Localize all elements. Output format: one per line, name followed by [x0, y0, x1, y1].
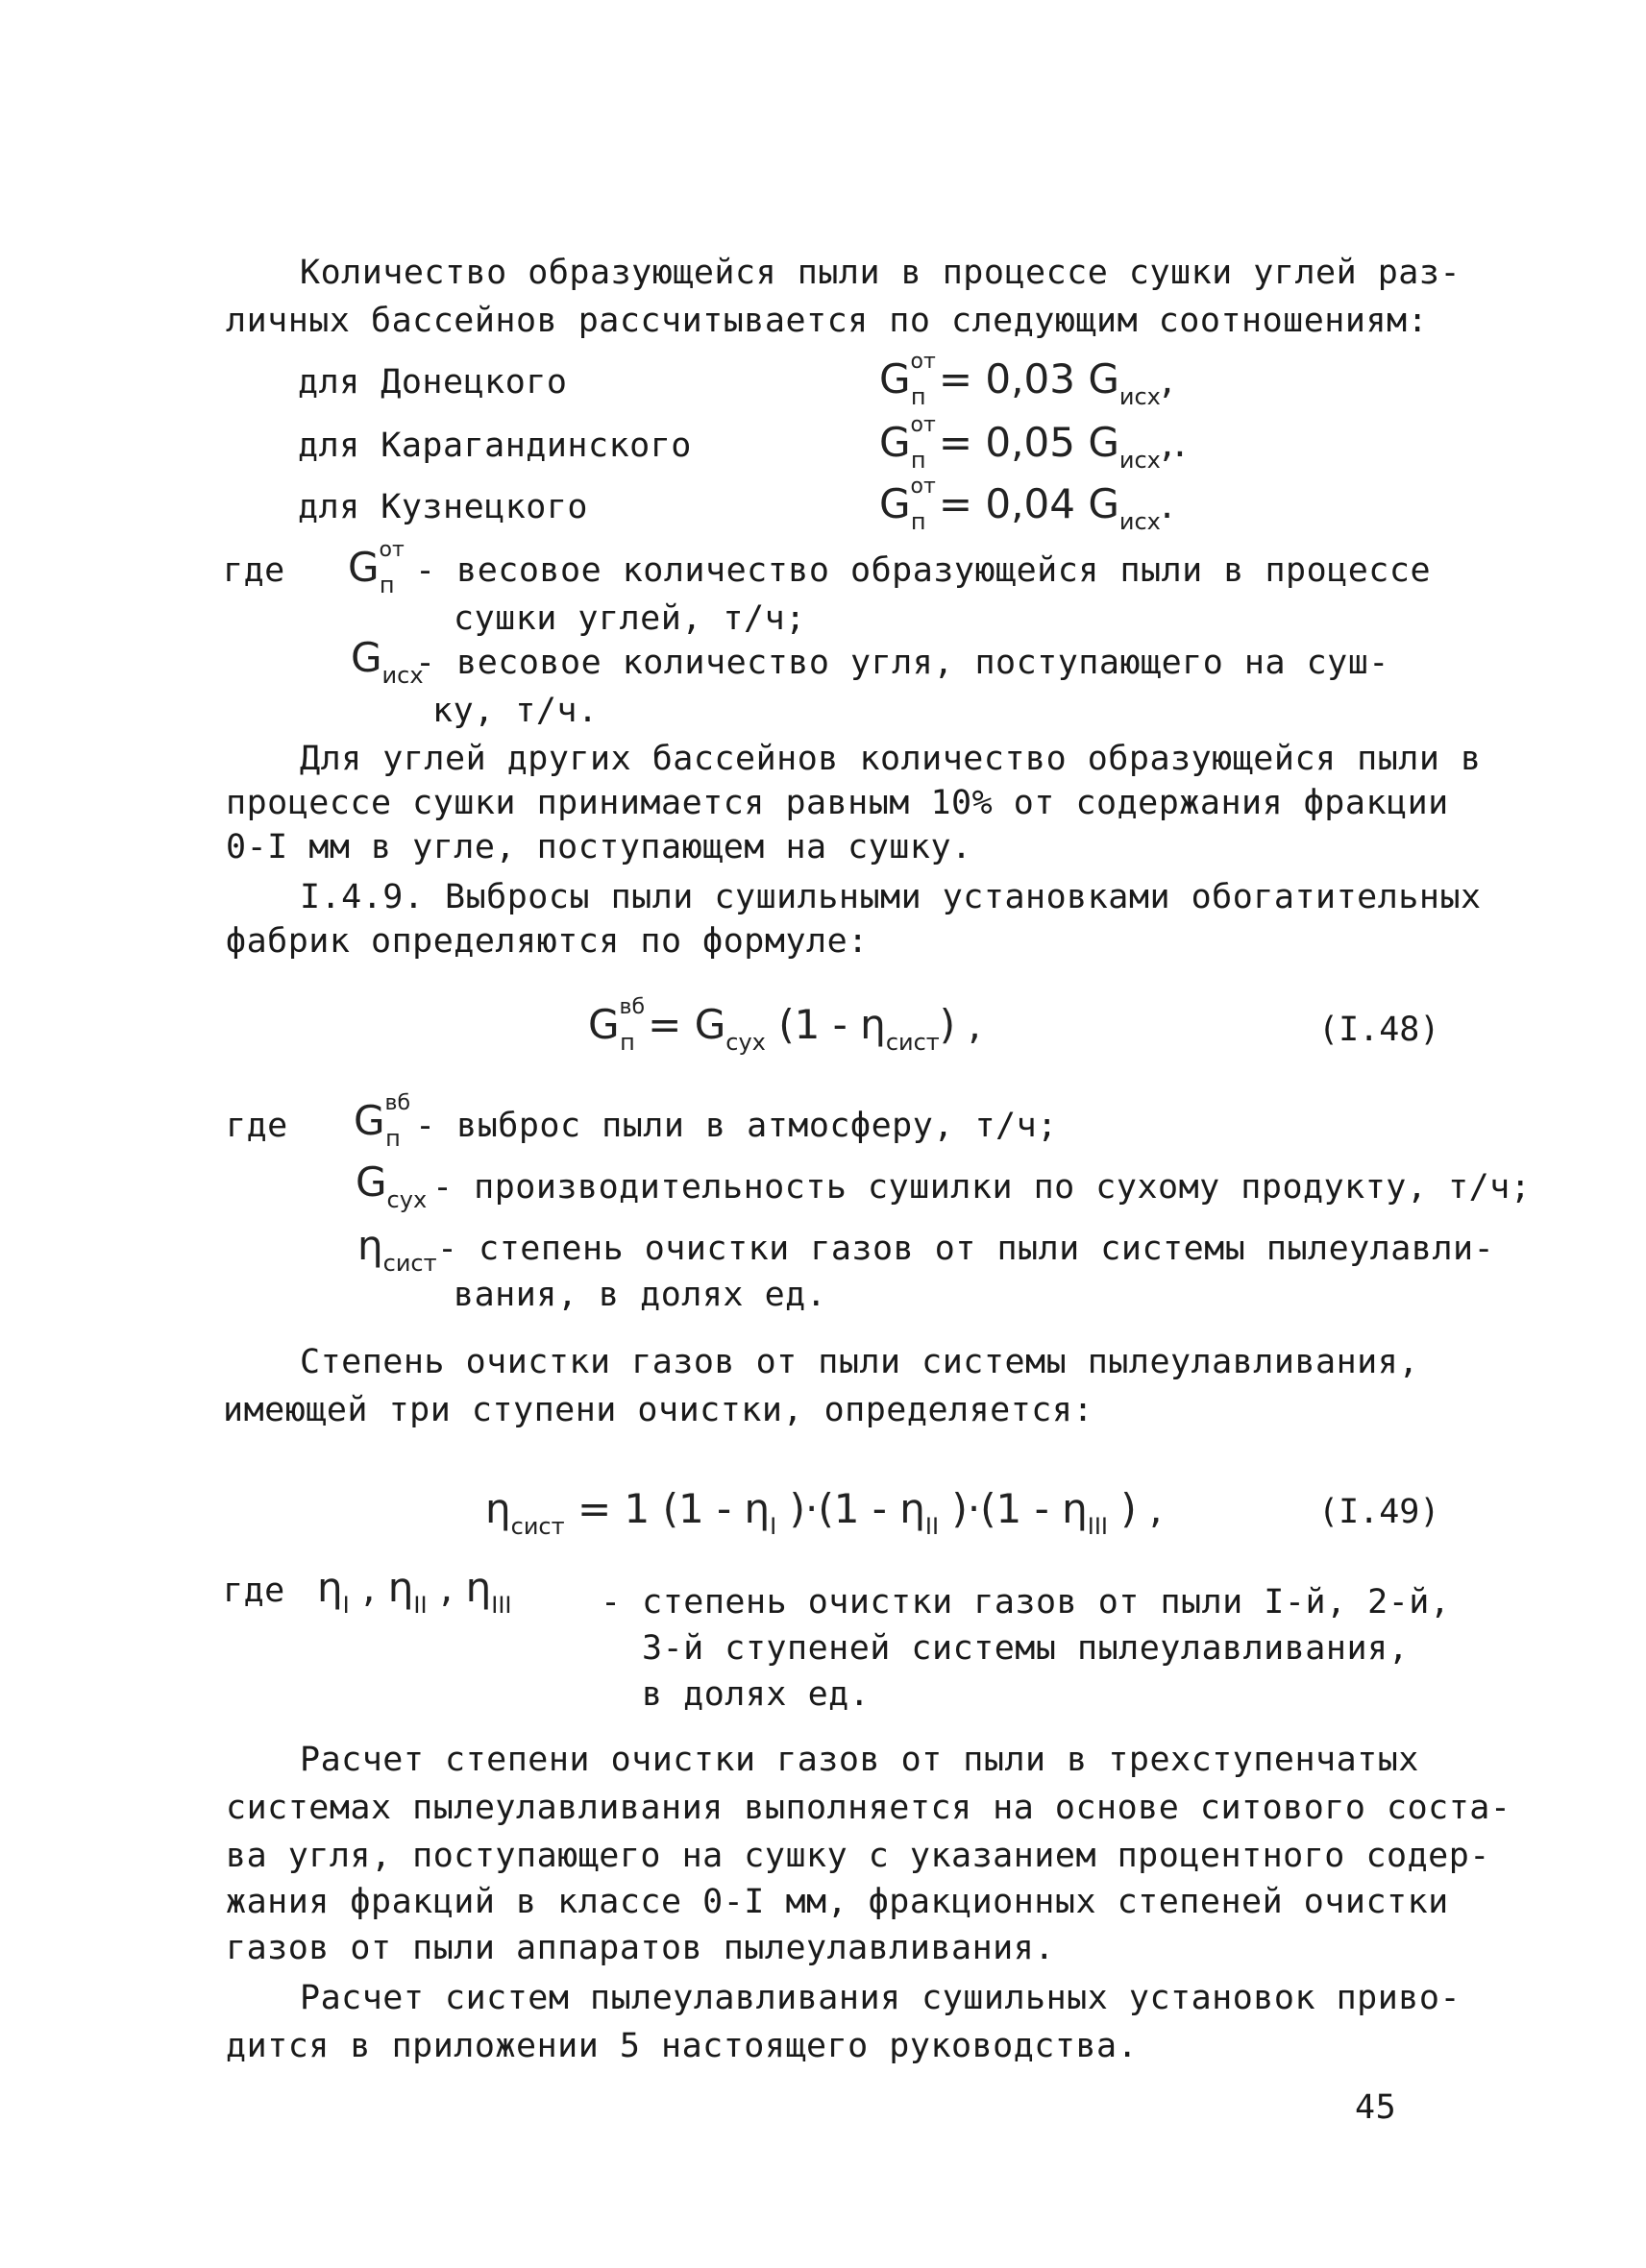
text-line: вания, в долях ед.	[454, 1276, 827, 1314]
text-line: процессе сушки принимается равным 10% от содержания фракции	[226, 784, 1449, 822]
text-line: Для углей других бассейнов количество образующейся пыли в	[300, 740, 1482, 778]
text-line: - весовое количество образующейся пыли в процессе	[415, 551, 1432, 590]
text-line: сушки углей, т/ч;	[454, 599, 806, 638]
text-line: Расчет степени очистки газов от пыли в трехступенчатых	[300, 1741, 1419, 1779]
text-line: - выброс пыли в атмосферу, т/ч;	[415, 1107, 1058, 1145]
text-line: Расчет систем пылеулавливания сушильных установок приво-	[300, 1979, 1462, 2017]
text-line: в долях ед.	[642, 1675, 871, 1714]
symbol-g-p-ot: $G^{от}_п$	[348, 538, 405, 598]
text-line: фабрик определяются по формуле:	[226, 922, 869, 961]
text-line: дится в приложении 5 настоящего руководства.	[226, 2027, 1139, 2065]
where-label: где	[226, 1107, 288, 1145]
equation-1-49: $\eta_{сист} = 1$ ($1 - \eta_I$ )$\cdot(1 - \eta_{II}$ )$\cdot(1 - \eta_{III}$ ) ,	[485, 1485, 1163, 1540]
equation-number: (I.49)	[1318, 1493, 1440, 1531]
text-line: 0-I мм в угле, поступающем на сушку.	[226, 828, 972, 866]
symbol-g-isx: $G_{исх}$	[351, 634, 424, 689]
text-line: ва угля, поступающего на сушку с указанием процентного содер-	[226, 1837, 1490, 1875]
symbol-eta-sist: $\eta_{сист}$	[357, 1222, 437, 1277]
text-line: - степень очистки газов от пыли I-й, 2-й,	[601, 1583, 1451, 1622]
text-line: личных бассейнов рассчитывается по следующим соотношениям:	[226, 302, 1429, 340]
symbol-g-p-vb: $G^{вб}_п$	[354, 1091, 411, 1152]
symbol-g-sux: $G_{сух}$	[356, 1158, 428, 1213]
text-line: ку, т/ч.	[432, 692, 599, 730]
equation-number: (I.48)	[1318, 1011, 1440, 1049]
page-number: 45	[1355, 2088, 1397, 2127]
basin-label: для Донецкого	[298, 363, 568, 402]
text-line: системах пылеулавливания выполняется на основе ситового соста-	[226, 1789, 1511, 1827]
equation-1-48: $G^{вб}_п = G_{сух}$ $(1 - \eta_{сист})$ ,	[588, 995, 981, 1056]
basin-label: для Карагандинского	[298, 427, 692, 465]
formula-donetsk: $G^{от}_п = 0,03$ $G_{исх}$,	[879, 350, 1174, 410]
text-line: газов от пыли аппаратов пылеулавливания.	[226, 1929, 1055, 1967]
text-line: имеющей три ступени очистки, определяется:	[223, 1391, 1094, 1429]
text-line: - степень очистки газов от пыли системы пылеулавли-	[437, 1230, 1495, 1268]
formula-kuznetsk: $G^{от}_п = 0,04$ $G_{исх}$.	[879, 475, 1174, 535]
text-line: 3-й ступеней системы пылеулавливания,	[642, 1629, 1410, 1668]
where-label: где	[223, 1572, 285, 1610]
text-line: Количество образующейся пыли в процессе сушки углей раз-	[300, 254, 1462, 292]
text-line: Степень очистки газов от пыли системы пылеулавливания,	[300, 1343, 1419, 1381]
formula-karaganda: $G^{от}_п = 0,05$ $G_{исх}$,.	[879, 413, 1187, 474]
text-line: - производительность сушилки по сухому продукту, т/ч;	[432, 1168, 1532, 1207]
symbol-eta-stages: $\eta_I$ , $\eta_{II}$ , $\eta_{III}$	[317, 1564, 512, 1619]
where-label: где	[223, 551, 285, 590]
basin-label: для Кузнецкого	[298, 488, 589, 526]
text-line: - весовое количество угля, поступающего на суш-	[415, 644, 1389, 682]
text-line: жания фракций в классе 0-I мм, фракционных степеней очистки	[226, 1883, 1449, 1921]
section-heading: I.4.9. Выбросы пыли сушильными установками обогатительных	[300, 878, 1482, 916]
